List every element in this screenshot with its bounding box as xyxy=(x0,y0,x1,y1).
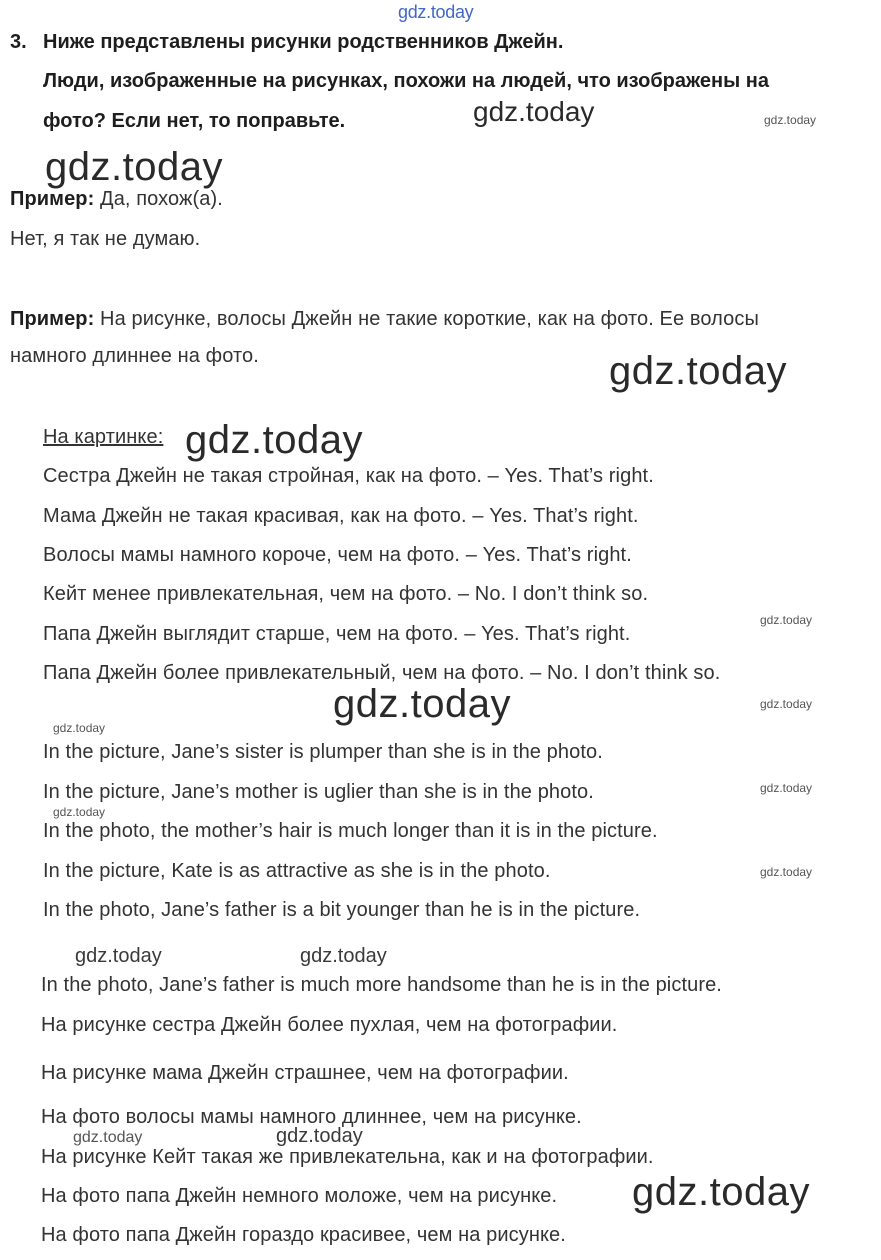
statement-ru: Папа Джейн выглядит старше, чем на фото. – Yes. That’s right. xyxy=(43,623,631,645)
watermark: gdz.today xyxy=(760,781,813,795)
watermark: gdz.today xyxy=(760,697,813,711)
watermark: gdz.today xyxy=(276,1125,363,1147)
statement-ru: Волосы мамы намного короче, чем на фото. – Yes. That’s right. xyxy=(43,544,632,566)
watermark-top: gdz.today xyxy=(398,2,474,22)
task-text-line-2: Люди, изображенные на рисунках, похожи на людей, что изображены на xyxy=(43,70,769,92)
statement-ru: Папа Джейн более привлекательный, чем на фото. – No. I don’t think so. xyxy=(43,662,721,684)
correction-en: In the photo, Jane’s father is much more handsome than he is in the picture. xyxy=(41,974,722,996)
watermark: gdz.today xyxy=(185,418,363,462)
translation-ru: На фото волосы мамы намного длиннее, чем на рисунке. xyxy=(41,1106,582,1128)
correction-en: In the picture, Jane’s sister is plumper than she is in the photo. xyxy=(43,741,603,763)
example-label: Пример: xyxy=(10,308,95,330)
watermark: gdz.today xyxy=(53,805,106,819)
example-2-line-2: намного длиннее на фото. xyxy=(10,345,259,367)
translation-ru: На фото папа Джейн гораздо красивее, чем на рисунке. xyxy=(41,1224,566,1246)
section-heading: На картинке: xyxy=(43,426,164,448)
correction-en: In the picture, Jane’s mother is uglier than she is in the photo. xyxy=(43,781,594,803)
watermark: gdz.today xyxy=(609,349,787,393)
watermark: gdz.today xyxy=(333,682,511,726)
watermark: gdz.today xyxy=(760,865,813,879)
watermark: gdz.today xyxy=(632,1170,810,1214)
watermark: gdz.today xyxy=(45,145,223,189)
example-text: Да, похож(а). xyxy=(94,188,223,210)
watermark: gdz.today xyxy=(53,721,106,735)
statement-ru: Сестра Джейн не такая стройная, как на фото. – Yes. That’s right. xyxy=(43,465,654,487)
translation-ru: На рисунке Кейт такая же привлекательна, как и на фотографии. xyxy=(41,1146,654,1168)
correction-en: In the photo, Jane’s father is a bit younger than he is in the picture. xyxy=(43,899,641,921)
watermark: gdz.today xyxy=(473,96,595,127)
statement-ru: Мама Джейн не такая красивая, как на фото. – Yes. That’s right. xyxy=(43,505,639,527)
example-1-line-2: Нет, я так не думаю. xyxy=(10,228,201,250)
correction-en: In the photo, the mother’s hair is much longer than it is in the picture. xyxy=(43,820,658,842)
task-text-line-1: Ниже представлены рисунки родственников Джейн. xyxy=(43,31,564,53)
example-label: Пример: xyxy=(10,188,95,210)
task-number: 3. xyxy=(10,31,27,53)
translation-ru: На рисунке сестра Джейн более пухлая, чем на фотографии. xyxy=(41,1014,618,1036)
watermark: gdz.today xyxy=(75,945,162,967)
statement-ru: Кейт менее привлекательная, чем на фото. – No. I don’t think so. xyxy=(43,583,649,605)
example-2 xyxy=(10,308,759,331)
watermark: gdz.today xyxy=(300,945,387,967)
watermark: gdz.today xyxy=(764,113,817,127)
translation-ru: На фото папа Джейн немного моложе, чем на рисунке. xyxy=(41,1185,558,1207)
watermark: gdz.today xyxy=(760,613,813,627)
correction-en: In the picture, Kate is as attractive as she is in the photo. xyxy=(43,860,551,882)
task-text-line-3: фото? Если нет, то поправьте. xyxy=(43,110,346,132)
example-1 xyxy=(10,188,223,211)
translation-ru: На рисунке мама Джейн страшнее, чем на фотографии. xyxy=(41,1062,569,1084)
example-text: На рисунке, волосы Джейн не такие короткие, как на фото. Ее волосы xyxy=(94,308,759,330)
watermark: gdz.today xyxy=(73,1129,143,1146)
